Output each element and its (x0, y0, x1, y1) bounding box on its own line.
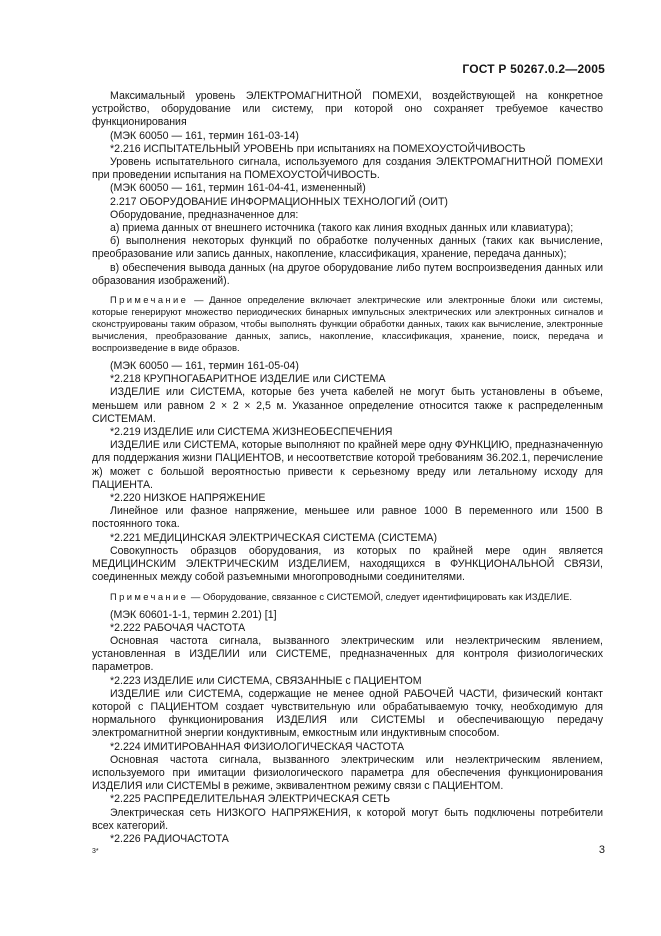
note (92, 294, 603, 354)
document-body (92, 90, 603, 846)
note-label: Примечание (110, 294, 189, 306)
paragraph: ИЗДЕЛИЕ или СИСТЕМА, которые выполняют по крайней мере одну ФУНКЦИЮ, предназначенную для поддержания жизни ПАЦИЕНТОВ, и несоответствие которой требованиям 36.202.1, перечисление ж) может с большой вероятностью привести к серьезному вреду или летальному исходу для ПАЦИЕНТА. (92, 439, 603, 491)
paragraph: Совокупность образцов оборудования, из которых по крайней мере один является МЕДИЦИНСКИМ ЭЛЕКТРИЧЕСКИМ ИЗДЕЛИЕМ, находящихся в ФУНКЦИОНАЛЬНОЙ СВЯЗИ, соединенных между собой разъемными многопроводными соединителями. (92, 544, 603, 584)
reference: (МЭК 60601-1-1, термин 2.201) [1] (110, 608, 277, 621)
page-signature-mark: 3* (92, 848, 99, 855)
note-text: — Данное определение включает электрические или электронные блоки или системы, которые генерируют множество периодических бинарных импульсных электрических или электронных сигналов и сконструированы таким образом, чтобы выполнять функции обработки данных, таких как вычисление, электронные вычисления, преобразование данных, запись, накопление, классификация, хранение, поиск, передача и воспроизведение в виде образов. (92, 294, 603, 354)
paragraph: Максимальный уровень ЭЛЕКТРОМАГНИТНОЙ ПОМЕХИ, воздействующей на конкретное устройство, оборудование или систему, при которой оно сохраняет требуемое качество функционирования (92, 90, 603, 129)
term-heading: *2.225 РАСПРЕДЕЛИТЕЛЬНАЯ ЭЛЕКТРИЧЕСКАЯ СЕТЬ (110, 793, 391, 806)
term-heading: *2.220 НИЗКОЕ НАПРЯЖЕНИЕ (110, 492, 266, 505)
term-heading: *2.223 ИЗДЕЛИЕ или СИСТЕМА, СВЯЗАННЫЕ с ПАЦИЕНТОМ (110, 674, 422, 687)
paragraph: Линейное или фазное напряжение, меньшее или равное 1000 В переменного или 1500 В постоянного тока. (92, 505, 603, 531)
reference: (МЭК 60050 — 161, термин 161-05-04) (110, 360, 299, 373)
note-text: — Оборудование, связанное с СИСТЕМОЙ, следует идентифицировать как ИЗДЕЛИЕ. (188, 590, 572, 602)
term-heading: *2.221 МЕДИЦИНСКАЯ ЭЛЕКТРИЧЕСКАЯ СИСТЕМА (СИСТЕМА) (110, 531, 438, 544)
paragraph: ИЗДЕЛИЕ или СИСТЕМА, которые без учета кабелей не могут быть установлены в объеме, меньшем или равном 2 × 2 × 2,5 м. Указанное определение относится также к распределенным СИСТЕМАМ. (92, 386, 603, 425)
reference: (МЭК 60050 — 161, термин 161-03-14) (110, 129, 299, 142)
term-heading: *2.224 ИМИТИРОВАННАЯ ФИЗИОЛОГИЧЕСКАЯ ЧАСТОТА (110, 740, 405, 753)
paragraph: Основная частота сигнала, вызванного электрическим или неэлектрическим явлением, установленная в ИЗДЕЛИИ или СИСТЕМЕ, предназначенных для контроля физиологических параметров. (92, 634, 603, 674)
standard-code-header: ГОСТ Р 50267.0.2—2005 (462, 62, 605, 76)
term-heading: *2.222 РАБОЧАЯ ЧАСТОТА (110, 621, 246, 634)
paragraph: Электрическая сеть НИЗКОГО НАПРЯЖЕНИЯ, к которой могут быть подключены потребители всех категорий. (92, 806, 603, 832)
paragraph: Уровень испытательного сигнала, используемого для создания ЭЛЕКТРОМАГНИТНОЙ ПОМЕХИ при проведении испытания на ПОМЕХОУСТОЙЧИВОСТЬ. (92, 156, 603, 182)
note-label: Примечание (110, 590, 189, 602)
page-number: 3 (598, 844, 605, 856)
paragraph: ИЗДЕЛИЕ или СИСТЕМА, содержащие не менее одной РАБОЧЕЙ ЧАСТИ, физический контакт которой с ПАЦИЕНТОМ создает чувствительную или обрабатываемую точку, необходимую для нормального функционирования ИЗДЕЛИЯ или СИСТЕМЫ и обеспечивающую передачу электромагнитной энергии кондуктивным, емкостным или индуктивным способом. (92, 687, 603, 740)
term-heading: *2.218 КРУПНОГАБАРИТНОЕ ИЗДЕЛИЕ или СИСТЕМА (110, 373, 386, 386)
list-item: б) выполнения некоторых функций по обработке полученных данных (таких как вычисление, преобразование или запись данных, накопление, классификация, хранение, передача данных); (92, 235, 603, 261)
reference: (МЭК 60050 — 161, термин 161-04-41, измененный) (110, 182, 366, 195)
term-heading: *2.219 ИЗДЕЛИЕ или СИСТЕМА ЖИЗНЕОБЕСПЕЧЕНИЯ (110, 426, 393, 439)
list-item: а) приема данных от внешнего источника (такого как линия входных данных или клавиатура); (110, 222, 574, 235)
term-heading: *2.226 РАДИОЧАСТОТА (110, 832, 229, 845)
paragraph: Основная частота сигнала, вызванного электрическим или неэлектрическим явлением, используемого при имитации физиологического параметра для обеспечения функционирования ИЗДЕЛИЯ или СИСТЕМЫ в режиме, эквивалентном режиму связи с ПАЦИЕНТОМ. (92, 753, 603, 793)
note (92, 591, 603, 603)
term-heading: 2.217 ОБОРУДОВАНИЕ ИНФОРМАЦИОННЫХ ТЕХНОЛОГИЙ (ОИТ) (110, 195, 448, 208)
list-item: в) обеспечения вывода данных (на другое оборудование либо путем воспроизведения данных или образования изображений). (92, 261, 603, 287)
paragraph: Оборудование, предназначенное для: (110, 208, 299, 221)
term-heading: *2.216 ИСПЫТАТЕЛЬНЫЙ УРОВЕНЬ при испытаниях на ПОМЕХОУСТОЙЧИВОСТЬ (110, 142, 526, 155)
